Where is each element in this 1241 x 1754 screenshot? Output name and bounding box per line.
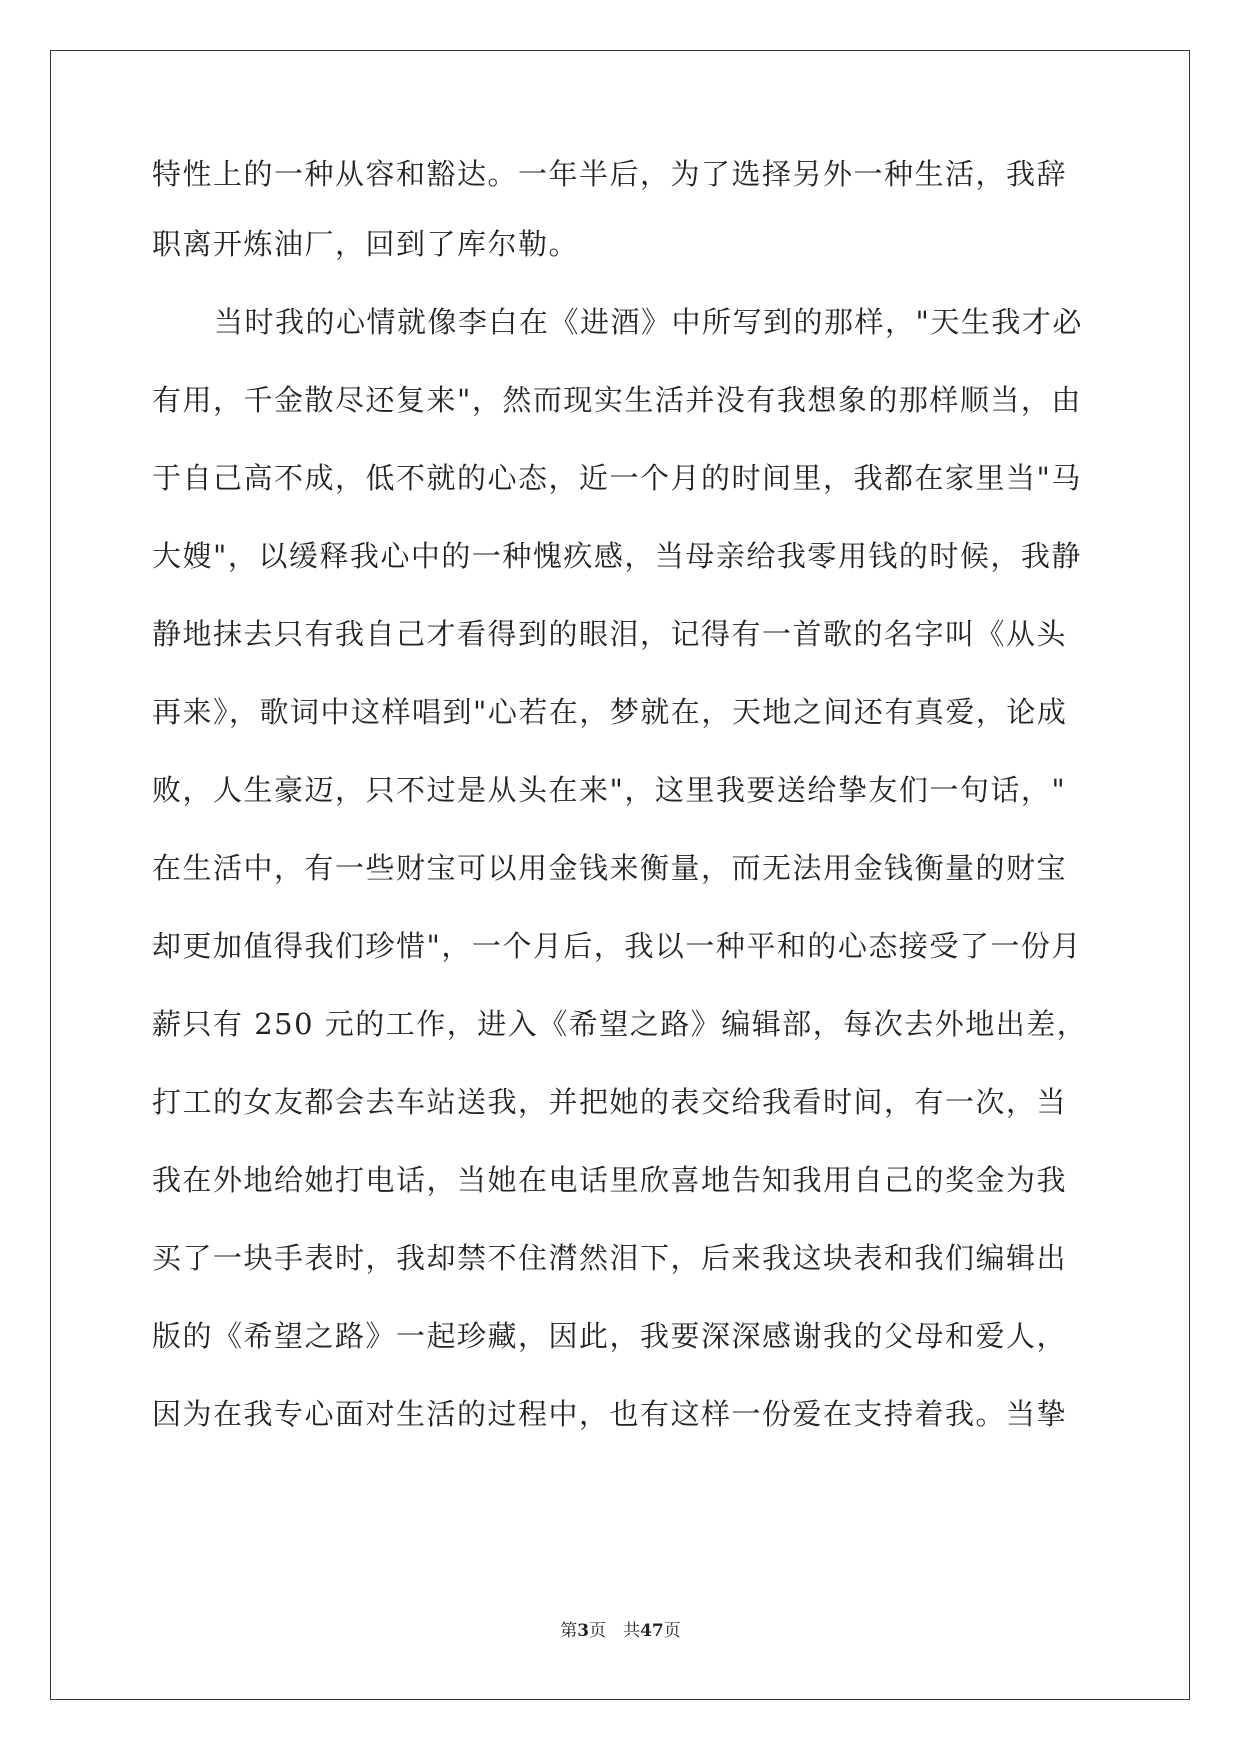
body-line: 败，人生豪迈，只不过是从头在来"，这里我要送给挚友们一句话，" — [152, 773, 1067, 807]
footer-prefix: 第 — [560, 1621, 578, 1641]
body-line: 再来》，歌词中这样唱到"心若在，梦就在，天地之间还有真爱，论成 — [152, 695, 1068, 729]
body-line: 在生活中，有一些财宝可以用金钱来衡量，而无法用金钱衡量的财宝 — [152, 851, 1068, 885]
footer-mid: 页 共 — [589, 1621, 641, 1641]
body-line: 静地抹去只有我自己才看得到的眼泪，记得有一首歌的名字叫《从头 — [152, 617, 1068, 651]
body-line: 我在外地给她打电话，当她在电话里欣喜地告知我用自己的奖金为我 — [152, 1163, 1068, 1197]
footer-suffix: 页 — [663, 1621, 681, 1641]
body-line: 当时我的心情就像李白在《进酒》中所写到的那样，"天生我才必 — [214, 305, 1083, 339]
total-page-count: 47 — [640, 1621, 664, 1641]
body-line: 买了一块手表时，我却禁不住潸然泪下，后来我这块表和我们编辑出 — [152, 1241, 1068, 1275]
body-line: 大嫂"，以缓释我心中的一种愧疚感，当母亲给我零用钱的时候，我静 — [152, 539, 1082, 573]
body-line: 版的《希望之路》一起珍藏，因此，我要深深感谢我的父母和爱人， — [152, 1319, 1068, 1353]
body-line: 于自己高不成，低不就的心态，近一个月的时间里，我都在家里当"马 — [152, 461, 1082, 495]
body-line: 职离开炼油厂，回到了库尔勒。 — [152, 227, 580, 261]
body-line: 打工的女友都会去车站送我，并把她的表交给我看时间，有一次，当 — [152, 1085, 1068, 1119]
body-line: 薪只有 250 元的工作，进入《希望之路》编辑部，每次去外地出差， — [152, 1007, 1088, 1041]
body-line: 有用，千金散尽还复来"，然而现实生活并没有我想象的那样顺当，由 — [152, 383, 1082, 417]
current-page-number: 3 — [577, 1621, 590, 1641]
body-line: 特性上的一种从容和豁达。一年半后，为了选择另外一种生活，我辞 — [152, 157, 1068, 191]
page-footer — [0, 1616, 1241, 1641]
body-line: 因为在我专心面对生活的过程中，也有这样一份爱在支持着我。当挚 — [152, 1397, 1068, 1431]
body-line: 却更加值得我们珍惜"，一个月后，我以一种平和的心态接受了一份月 — [152, 929, 1082, 963]
